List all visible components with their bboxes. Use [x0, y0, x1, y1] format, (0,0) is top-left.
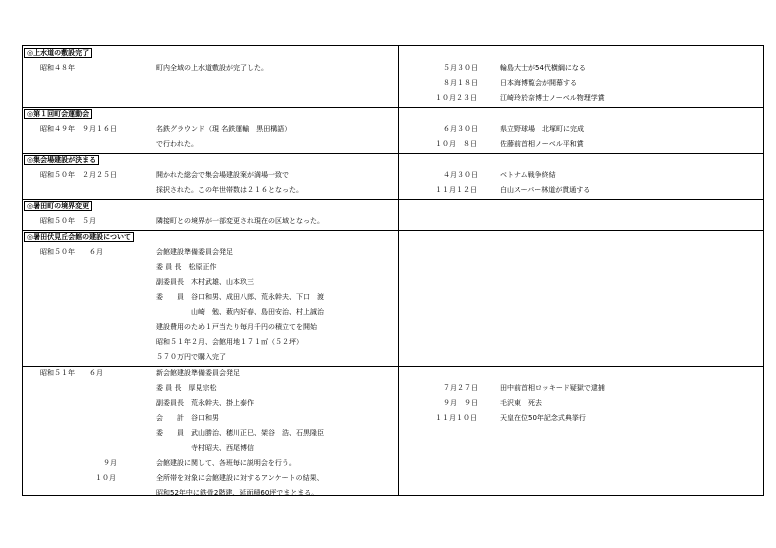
world-date: ９月 ９日	[443, 399, 478, 407]
world-date: ５月３０日	[443, 64, 478, 72]
world-text: 佐藤前首相ノーベル平和賞	[500, 140, 584, 148]
event-text: 会 計 谷口和男	[156, 414, 219, 422]
section-divider	[23, 153, 763, 154]
section-divider	[23, 230, 763, 231]
world-date: ８月１８日	[443, 79, 478, 87]
world-text: ベトナム戦争終結	[500, 171, 556, 179]
event-text: 委 員 長 松原正作	[156, 263, 217, 271]
section-divider	[23, 107, 763, 108]
world-text: 日本海博覧会が開幕する	[500, 79, 577, 87]
event-date: 昭和５０年 ５月	[40, 217, 96, 225]
section-title: ◎暑田町の境界変更	[24, 201, 92, 211]
world-date: １１月１０日	[435, 414, 477, 422]
section-title: ◎暑田伏見丘会館の建設について	[24, 232, 134, 242]
section-divider	[23, 366, 763, 367]
event-text: 昭和５１年２月、会館用地１７１㎡（５２坪）	[156, 338, 303, 346]
event-date: 昭和５０年 ６月	[40, 248, 103, 256]
world-text: 天皇在位50年記念式典挙行	[500, 414, 586, 422]
event-text: 副委員長 荒永幹夫、掛上泰作	[156, 399, 254, 407]
event-date: 昭和４８年	[40, 64, 75, 72]
history-table	[22, 45, 764, 496]
event-text: 建設費用のため１戸当たり毎月千円の積立てを開始	[156, 323, 317, 331]
event-text: 山崎 勉、薮内好春、島田安治、村上誠治	[156, 308, 324, 316]
section-title: ◎上水道の敷設完了	[24, 48, 92, 58]
world-text: 白山スーパー林道が貫通する	[500, 186, 591, 194]
event-text: 隣接町との境界が一部変更され現在の区域となった。	[156, 217, 324, 225]
event-text: 委 員 長 厚見宗松	[156, 384, 217, 392]
event-date: １０月	[95, 474, 116, 482]
section-title: ◎集会場建設が決まる	[24, 155, 99, 165]
event-date: 昭和５１年 ６月	[40, 369, 103, 377]
world-text: 田中前首相ロッキード疑獄で逮捕	[500, 384, 605, 392]
event-text: 昭和52年中に鉄骨2階建、延面積60坪でまとまる。	[156, 489, 319, 497]
world-date: １１月１２日	[435, 186, 477, 194]
section-divider	[23, 199, 763, 200]
event-text: 開かれた総会で集会場建設案が満場一致で	[156, 171, 289, 179]
world-text: 毛沢東 死去	[500, 399, 542, 407]
world-date: ４月３０日	[443, 171, 478, 179]
world-text: 江崎玲於奈博士ノーベル物理学賞	[500, 94, 605, 102]
event-text: 委 員 武山勝治、穂川正巳、架谷 浩、石黒隆臣	[156, 429, 324, 437]
event-text: 新会館建設準備委員会発足	[156, 369, 240, 377]
event-text: 会館建設準備委員会発足	[156, 248, 233, 256]
event-text: ５７０万円で購入完了	[156, 353, 226, 361]
event-date: 昭和５０年 ２月２５日	[40, 171, 117, 179]
event-text: 会館建設に関して、各班毎に説明会を行う。	[156, 459, 296, 467]
column-divider	[398, 46, 399, 495]
world-date: １０月 ８日	[435, 140, 477, 148]
event-text: 町内全域の上水道敷設が完了した。	[156, 64, 268, 72]
world-date: １０月２３日	[435, 94, 477, 102]
event-text: 採択された。この年世帯数は２１６となった。	[156, 186, 303, 194]
world-text: 輪島大士が54代横綱になる	[500, 64, 586, 72]
event-text: 寺村昭夫、西尾博信	[156, 444, 254, 452]
event-date: 昭和４９年 ９月１６日	[40, 125, 117, 133]
world-text: 県立野球場 北塚町に完成	[500, 125, 584, 133]
event-text: 委 員 谷口和男、成田八郎、荒永幹夫、下口 渡	[156, 293, 324, 301]
event-text: 名鉄グラウンド（現 名鉄運輸 黒田構語）	[156, 125, 292, 133]
event-date: ９月	[103, 459, 117, 467]
event-text: 全所帯を対象に会館建設に対するアンケートの結果、	[156, 474, 324, 482]
section-title: ◎第１回町会運動会	[24, 109, 92, 119]
world-date: ７月２７日	[443, 384, 478, 392]
event-text: で行われた。	[156, 140, 198, 148]
world-date: ６月３０日	[443, 125, 478, 133]
event-text: 副委員長 木村武雄、山本玖三	[156, 278, 254, 286]
